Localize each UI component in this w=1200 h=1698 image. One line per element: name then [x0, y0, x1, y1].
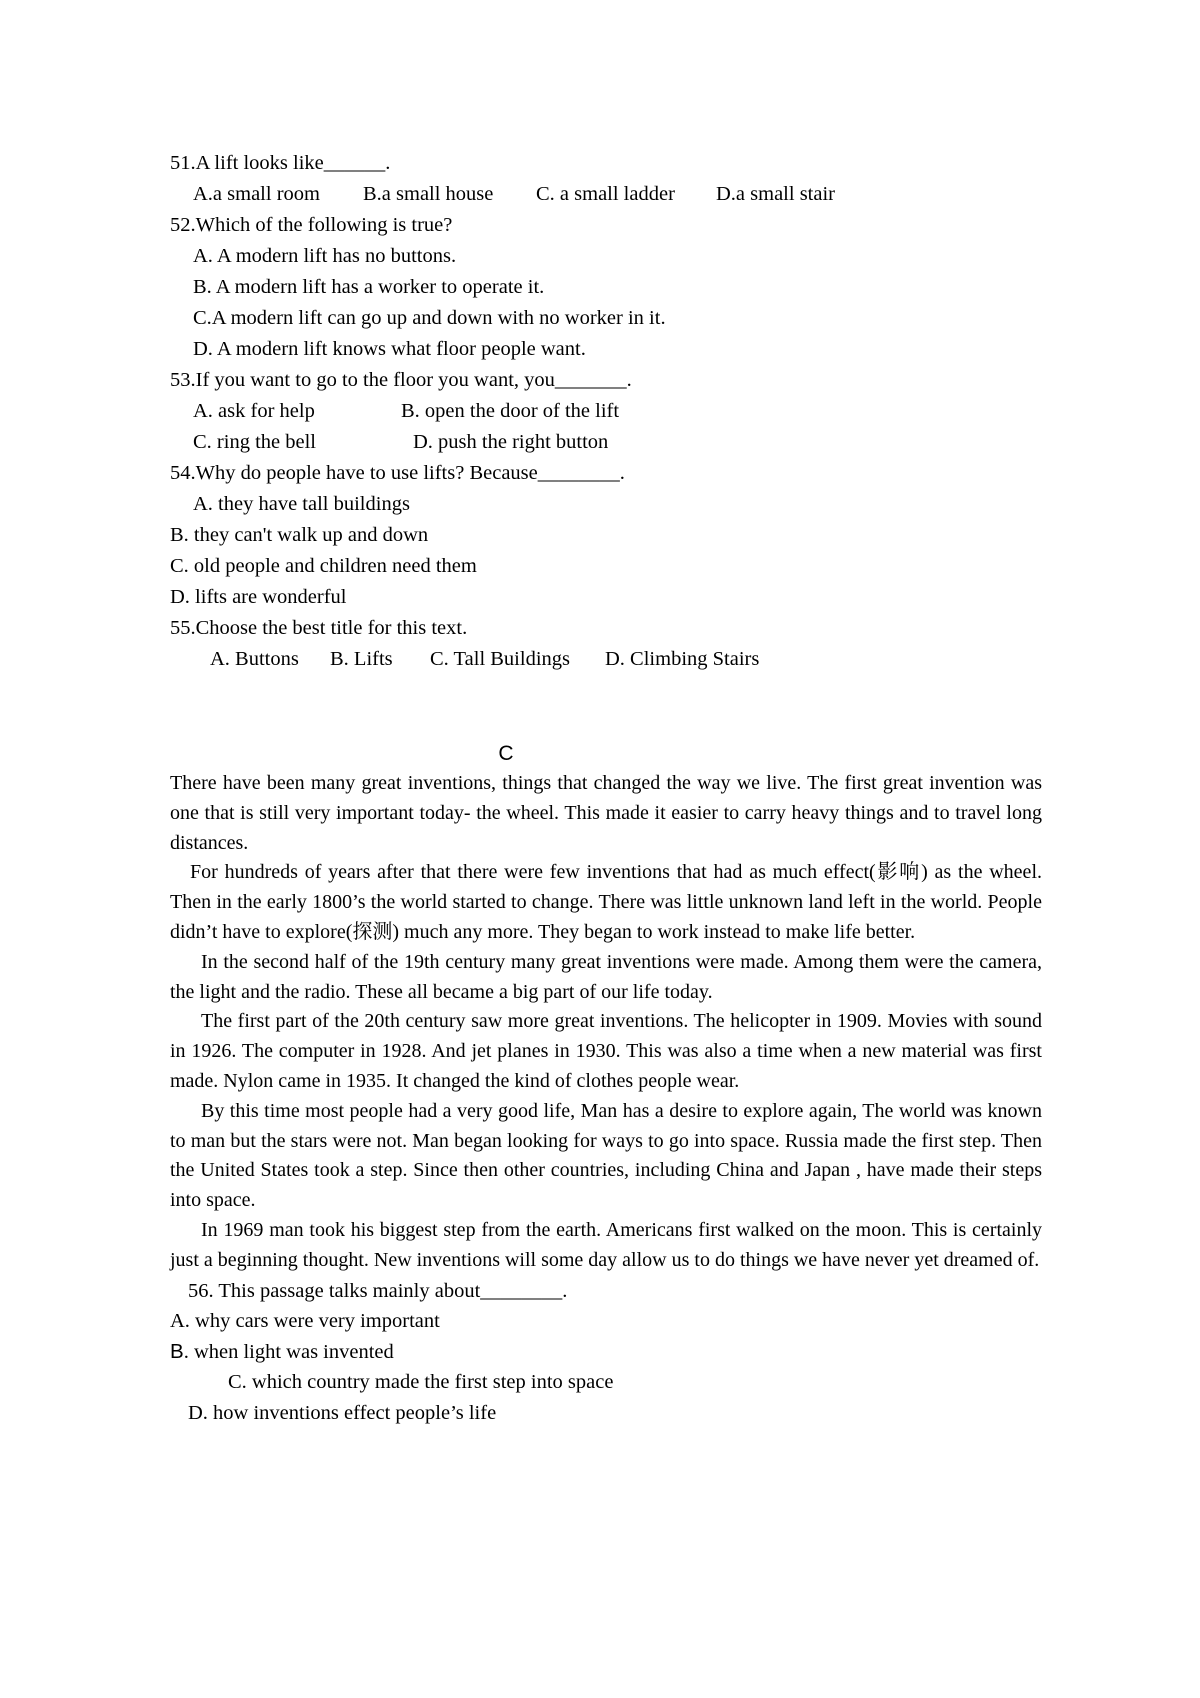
question56-line: D. how inventions effect people’s life	[188, 1401, 497, 1424]
option-line: C.A modern lift can go up and down with no worker in it.	[193, 307, 666, 329]
question-line: 54.Why do people have to use lifts? Because________.	[170, 462, 625, 484]
question-line: 51.A lift looks like______.	[170, 152, 391, 174]
options-row	[170, 179, 1042, 210]
passage-paragraph: The first part of the 20th century saw more great inventions. The helicopter in 1909. Movies with sound in 1926. The computer in 1928. And jet planes in 1930. This was also a time when a new material was first made. Nylon came in 1935. It changed the kind of clothes people wear.	[170, 1010, 1042, 1092]
question56-line: 56. This passage talks mainly about________.	[188, 1279, 568, 1302]
question56-line: A. why cars were very important	[170, 1310, 440, 1333]
option-item: C. ring the bell	[193, 431, 316, 453]
options-row	[170, 644, 1042, 675]
option-item: A.a small room	[193, 183, 320, 205]
option-item: B. Lifts	[330, 648, 393, 670]
passage-paragraph: For hundreds of years after that there were few inventions that had as much effect(影响) as the wheel. Then in the early 1800’s the world started to change. There was little unknown land left in the world. People didn’t have to explore(探测) much any more. They began to work instead to make life better.	[170, 861, 1042, 943]
question-line: 53.If you want to go to the floor you want, you_______.	[170, 369, 632, 391]
option-item: D.a small stair	[716, 183, 835, 205]
option-line: D. A modern lift knows what floor people want.	[193, 338, 586, 360]
passage-heading: C	[498, 742, 514, 765]
option-text: . when light was invented	[183, 1340, 394, 1363]
option-item: B.a small house	[363, 183, 494, 205]
option-item: D. Climbing Stairs	[605, 648, 760, 670]
option-line: B. A modern lift has a worker to operate it.	[193, 276, 545, 298]
option-item: A. Buttons	[210, 648, 299, 670]
reading-questions	[170, 148, 1042, 675]
passage-paragraphs	[170, 769, 1042, 1276]
option-line: B. they can't walk up and down	[170, 524, 429, 546]
option-item: A. ask for help	[193, 400, 315, 422]
question-56-block	[170, 1276, 1042, 1429]
question56-line	[170, 1337, 1042, 1368]
option-item: B. open the door of the lift	[401, 400, 620, 422]
options-row	[170, 396, 1042, 427]
passage-paragraph: In the second half of the 19th century many great inventions were made. Among them were the camera, the light and the radio. These all became a big part of our life today.	[170, 950, 1042, 1003]
option-line: D. lifts are wonderful	[170, 586, 347, 608]
passage-paragraph: There have been many great inventions, things that changed the way we live. The first great invention was one that is still very important today- the wheel. This made it easier to carry heavy things and to travel long distances.	[170, 772, 1042, 854]
option-line: A. A modern lift has no buttons.	[193, 245, 457, 267]
question56-line: C. which country made the first step into space	[228, 1371, 614, 1394]
option-line: C. old people and children need them	[170, 555, 477, 577]
option-letter: B	[170, 1339, 184, 1363]
option-item: C. a small ladder	[536, 183, 675, 205]
options-row	[170, 427, 1042, 458]
option-item: D. push the right button	[413, 431, 609, 453]
question-line: 55.Choose the best title for this text.	[170, 617, 468, 639]
option-line: A. they have tall buildings	[193, 493, 410, 515]
option-item: C. Tall Buildings	[430, 648, 570, 670]
document-content	[170, 148, 1042, 1429]
passage-paragraph: In 1969 man took his biggest step from the earth. Americans first walked on the moon. This is certainly just a beginning thought. New inventions will some day allow us to do things we have never yet dreamed of.	[170, 1218, 1042, 1271]
question-line: 52.Which of the following is true?	[170, 214, 453, 236]
passage-paragraph: By this time most people had a very good life, Man has a desire to explore again, The world was known to man but the stars were not. Man began looking for ways to go into space. Russia made the first step. Then the United States took a step. Since then other countries, including China and Japan , have made their steps into space.	[170, 1099, 1042, 1212]
